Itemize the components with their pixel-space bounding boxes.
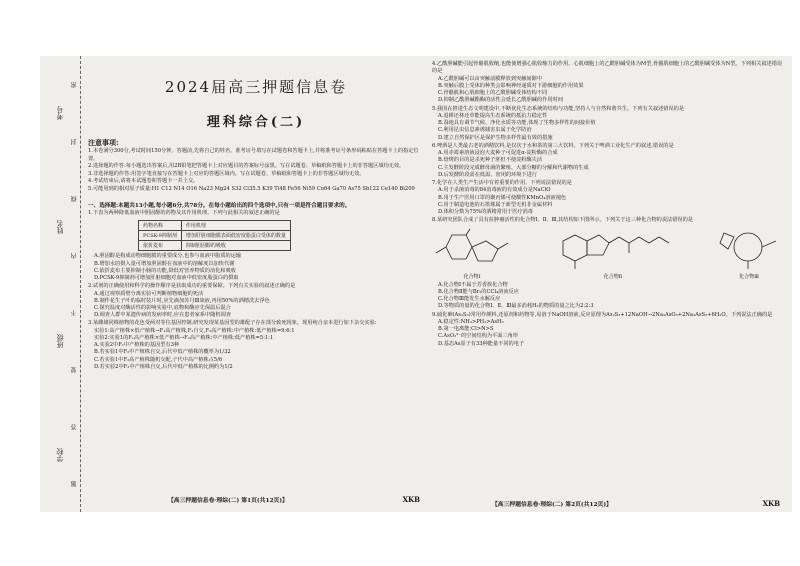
- option: A.稳定性:NH₃>PH₃>AsH₃: [438, 318, 504, 325]
- molecule-icon: [553, 227, 673, 271]
- option: B.用于生产医用口罩的聚丙烯可使酸性KMnO₄溶液褪色: [438, 194, 567, 201]
- seal-char: 封: [71, 138, 78, 145]
- right-page: [432, 56, 784, 516]
- option: D.建立自然保护区是保护生物多样性最有效的措施: [438, 134, 553, 141]
- seal-char: 密: [71, 81, 78, 88]
- option: A.胆固醇是构成动物细胞膜的重要成分,也参与血液中脂质的运输: [94, 253, 242, 260]
- option: B.化合物Ⅱ能与Br₂的CCl₄溶液反应: [438, 288, 519, 295]
- question-line: 实验1:高产植株×低产植株→F₁高产植株,F₁自交,F₂高产植株:中产植株:低产植株=9:6:1: [94, 327, 295, 334]
- question-stem: 8.某研究团队合成了具有抗肿瘤活性的化合物Ⅰ、Ⅱ、Ⅲ,其结构如下图所示。下列关于这三种化合物的说法错误的是: [432, 217, 693, 224]
- table-header: 作用机理: [181, 221, 290, 231]
- seal-line-text: [70, 56, 79, 512]
- molecule-icon: [432, 227, 512, 271]
- seal-char: 题: [71, 480, 78, 487]
- option: C.骨骼肌和心肌细胞上的乙酰胆碱受体结构不同: [438, 90, 548, 97]
- option: C.利用昆虫信息素诱捕害虫属于化学防治: [438, 127, 532, 134]
- option: B.突触后膜上受体的种类会影响神经递质对下游细胞的作用效果: [438, 83, 584, 90]
- binding-field-school: 学校: [56, 448, 64, 462]
- page-footer-right: 【高三押题信息卷·理综(二) 第2页(共12页)】: [492, 502, 612, 508]
- option: C.主发酵阶段完成酵母菌的繁殖、大部分糖的分解和代谢物的生成: [438, 164, 589, 171]
- option: D.基态As原子有33种能量不同的电子: [438, 340, 525, 347]
- seal-char: 不: [71, 309, 78, 316]
- option: D.调查人群中某遗传病的发病率时,应在患者家系中随机调查: [94, 312, 231, 319]
- structure-label: 化合物Ⅰ: [463, 273, 481, 280]
- option: B.增加水的摄入量可增加胆固醇在血液中的溶解度以加快代谢: [94, 260, 235, 267]
- option: C.AsO₃³⁻的空间结构为平面三角形: [438, 333, 519, 340]
- notice-item: 5.可能用到的相对原子质量:H1 C12 N14 O16 Na23 Mg24 S32 Cl35.5 K39 Ti48 Fe56 Ni59 Cu64 Ga70 As75 Sb122 Ce140 Bi209: [88, 185, 415, 192]
- table-cell: 抑制胆固醇的吸收: [181, 241, 290, 251]
- left-page: [88, 56, 424, 512]
- seal-char: 要: [71, 366, 78, 373]
- question-stem: 2.试剂的正确使用和科学的操作顺序是获取成功的重要保障。下列有关实验的叙述正确的是: [88, 283, 296, 290]
- option: D.等物质的量的化合物Ⅰ、Ⅱ、Ⅲ最多消耗H₂的物质的量之比为2:2:3: [438, 303, 594, 310]
- option: B.焙烤的目的是杀死种子胚但不使淀粉酶失活: [438, 157, 543, 164]
- option: B.制作花生子叶的临时装片时,应先滴加苏丹Ⅲ染液,再用50%的酒精洗去浮色: [94, 297, 270, 304]
- option: C.依折麦布主要抑制小肠的功能,降低对营养物质的消化和吸收: [94, 267, 236, 274]
- option: A.通过观察质壁分离实验可判断植物细胞的死活: [94, 290, 204, 297]
- option: D.体积分数为75%的酒精常用于医疗消毒: [438, 209, 533, 216]
- binding-field-name: 姓名: [56, 220, 64, 234]
- table-row: [139, 231, 291, 241]
- page-code-left: XKB: [402, 495, 420, 504]
- notice-item: 3.非选择题的作答:用签字笔直接写在答题卡上对应的答题区域内。写在试题卷、草稿纸和答题卡上的非答题区域均无效。: [88, 170, 365, 177]
- seal-char: 内: [71, 252, 78, 259]
- seal-char: 答: [71, 423, 78, 430]
- option: C.若实验1中F₂高产植株随机交配,子代中高产植株占5/6: [94, 356, 223, 363]
- chemical-structures: [432, 227, 784, 280]
- table-row: [139, 241, 291, 251]
- page-code-right: XKB: [762, 499, 780, 508]
- structure-label: 化合物Ⅱ: [603, 273, 623, 280]
- question-stem: 4.乙酰胆碱能引起骨骼肌收缩,也能使增强心肌收缩力的作用。心肌细胞上的乙酰胆碱受体为M型,骨骼肌细胞上的乙酰胆碱受体为N型。下列相关叙述错误的是: [432, 61, 783, 75]
- option: C.探究温度对酶活性的影响实验中,底物和酶应先保温后混合: [94, 305, 231, 312]
- notice-item: 1.本卷满分300分,考试时间150分钟。答题前,先将自己的姓名、准考证号填写在试题卷和答题卡上,并将准考证号条形码粘贴在答题卡上的指定位置。: [88, 148, 419, 162]
- option: B.第一电离能:Cl>N>S: [438, 326, 494, 333]
- notice-item: 4.考试结束后,请将本试题卷和答题卡一并上交。: [88, 178, 199, 184]
- table-cell: 增加肝脏细胞膜表面低密度脂蛋白受体的数量: [181, 231, 290, 241]
- structure-compound-1: [432, 227, 512, 280]
- binding-field-exam-number: 考号: [56, 106, 64, 120]
- seal-char: 线: [71, 195, 78, 202]
- question-stem: 9.硫化砷(As₂S₃)常用作颜料,还原剂和药物等,易溶于NaOH溶液,反应原理为As₂S₃+12NaOH→2Na₃AsO₃+2Na₃AsS₃+6H₂O。下列说法正确的是: [432, 311, 773, 318]
- option: A.用于杀菌消毒的84消毒液的有效成分是NaClO: [438, 187, 551, 194]
- table-cell: PCSK-9抑制剂: [139, 231, 182, 241]
- notice-heading: 注意事项:: [88, 138, 119, 147]
- option: A.退耕还林还草能提高生态系统的抵抗力稳定性: [438, 113, 548, 120]
- option: C.用于制造电池的石墨烯属于新型无机非金属材料: [438, 201, 553, 208]
- question-stem: 5.我国在推进生态文明建设中,不断优化生态系统的结构与功能,坚持人与自然和谐共生。下列有关叙述错误的是: [432, 105, 685, 112]
- binding-margin: [40, 56, 81, 512]
- option: D.抑制乙酰胆碱酯酶的活性会延长乙酰胆碱的作用时间: [438, 97, 563, 104]
- option: D.PCSK-9抑制剂可增加肝脏细胞对血液中低密度脂蛋白的摄取: [94, 275, 239, 282]
- option: A.用赤霉素溶液浸泡大麦种子可促进α-淀粉酶的合成: [438, 150, 558, 157]
- question-stem: 1.下表为两种降低血液中胆固醇的药物及其作用机理。下列与此相关的叙述正确的是: [88, 210, 280, 216]
- binding-field-class: 班级: [56, 334, 64, 348]
- option: B.若实验1中F₂中产植株自交,后代中低产植株的概率为1/32: [94, 349, 231, 356]
- notice-item: 2.选择题的作答:每小题选出答案后,用2B铅笔把答题卡上对应题目的答案标号涂黑。写在试题卷、草稿纸和答题卡上的非答题区域均无效。: [88, 163, 405, 169]
- page-footer-left: 【高三押题信息卷·理综(二) 第1页(共12页)】: [168, 498, 288, 504]
- molecule-icon: [714, 227, 784, 271]
- option: A.乙酰胆碱可以由突触前膜释放到突触间隙中: [438, 75, 542, 82]
- drug-table: [138, 220, 291, 251]
- structure-label: 化合物Ⅲ: [739, 273, 759, 280]
- section-heading: 一、选择题:本题共13小题,每小题6分,共78分。在每小题给出的四个选项中,只有一项是符合题目要求的。: [88, 203, 351, 209]
- option: D.若实验2中F₂中产植株自交,后代中低产植株的比例约为1/2: [94, 363, 233, 370]
- table-cell: 依折麦布: [139, 241, 182, 251]
- question-stem: 6.啤酒是人类最古老的酒精饮料,是仅次于水和茶的第三大饮料。下列关于啤酒工业化生产的叙述,错误的是: [432, 142, 674, 149]
- structure-compound-2: [553, 227, 673, 280]
- option: A.实验2中F₁中产植株的基因型有3种: [94, 342, 180, 349]
- exam-subtitle: 理科综合(二): [206, 115, 306, 130]
- structure-compound-3: [714, 227, 784, 280]
- option: A.化合物Ⅰ不属于芳香族化合物: [438, 281, 508, 288]
- option: C.化合物Ⅲ能发生水解反应: [438, 296, 501, 303]
- question-line: 实验2:实验1的F₁高产植株×低产植株→F₂高产植株:中产植株:低产植株=5:1:1: [94, 335, 274, 342]
- option: D.后发酵阶段需在低温、密闭的环境下进行: [438, 171, 537, 178]
- table-header: 药物名称: [139, 221, 182, 231]
- question-stem: 7.化学在人类生产生活中有着重要的作用。下列说法错误的是: [432, 180, 572, 187]
- exam-title: 2024届高三押题信息卷: [164, 78, 348, 96]
- option: B.湿地具有调节气候、净化水质等功能,体现了生物多样性的间接价值: [438, 120, 596, 127]
- question-stem: 3.某雌雄同株植物的花色受两对等位基因控制,研究发现某基因型的雄配子存在部分致死现象。现用纯合亲本进行如下杂交实验:: [88, 320, 377, 327]
- exam-sheet: [40, 56, 792, 512]
